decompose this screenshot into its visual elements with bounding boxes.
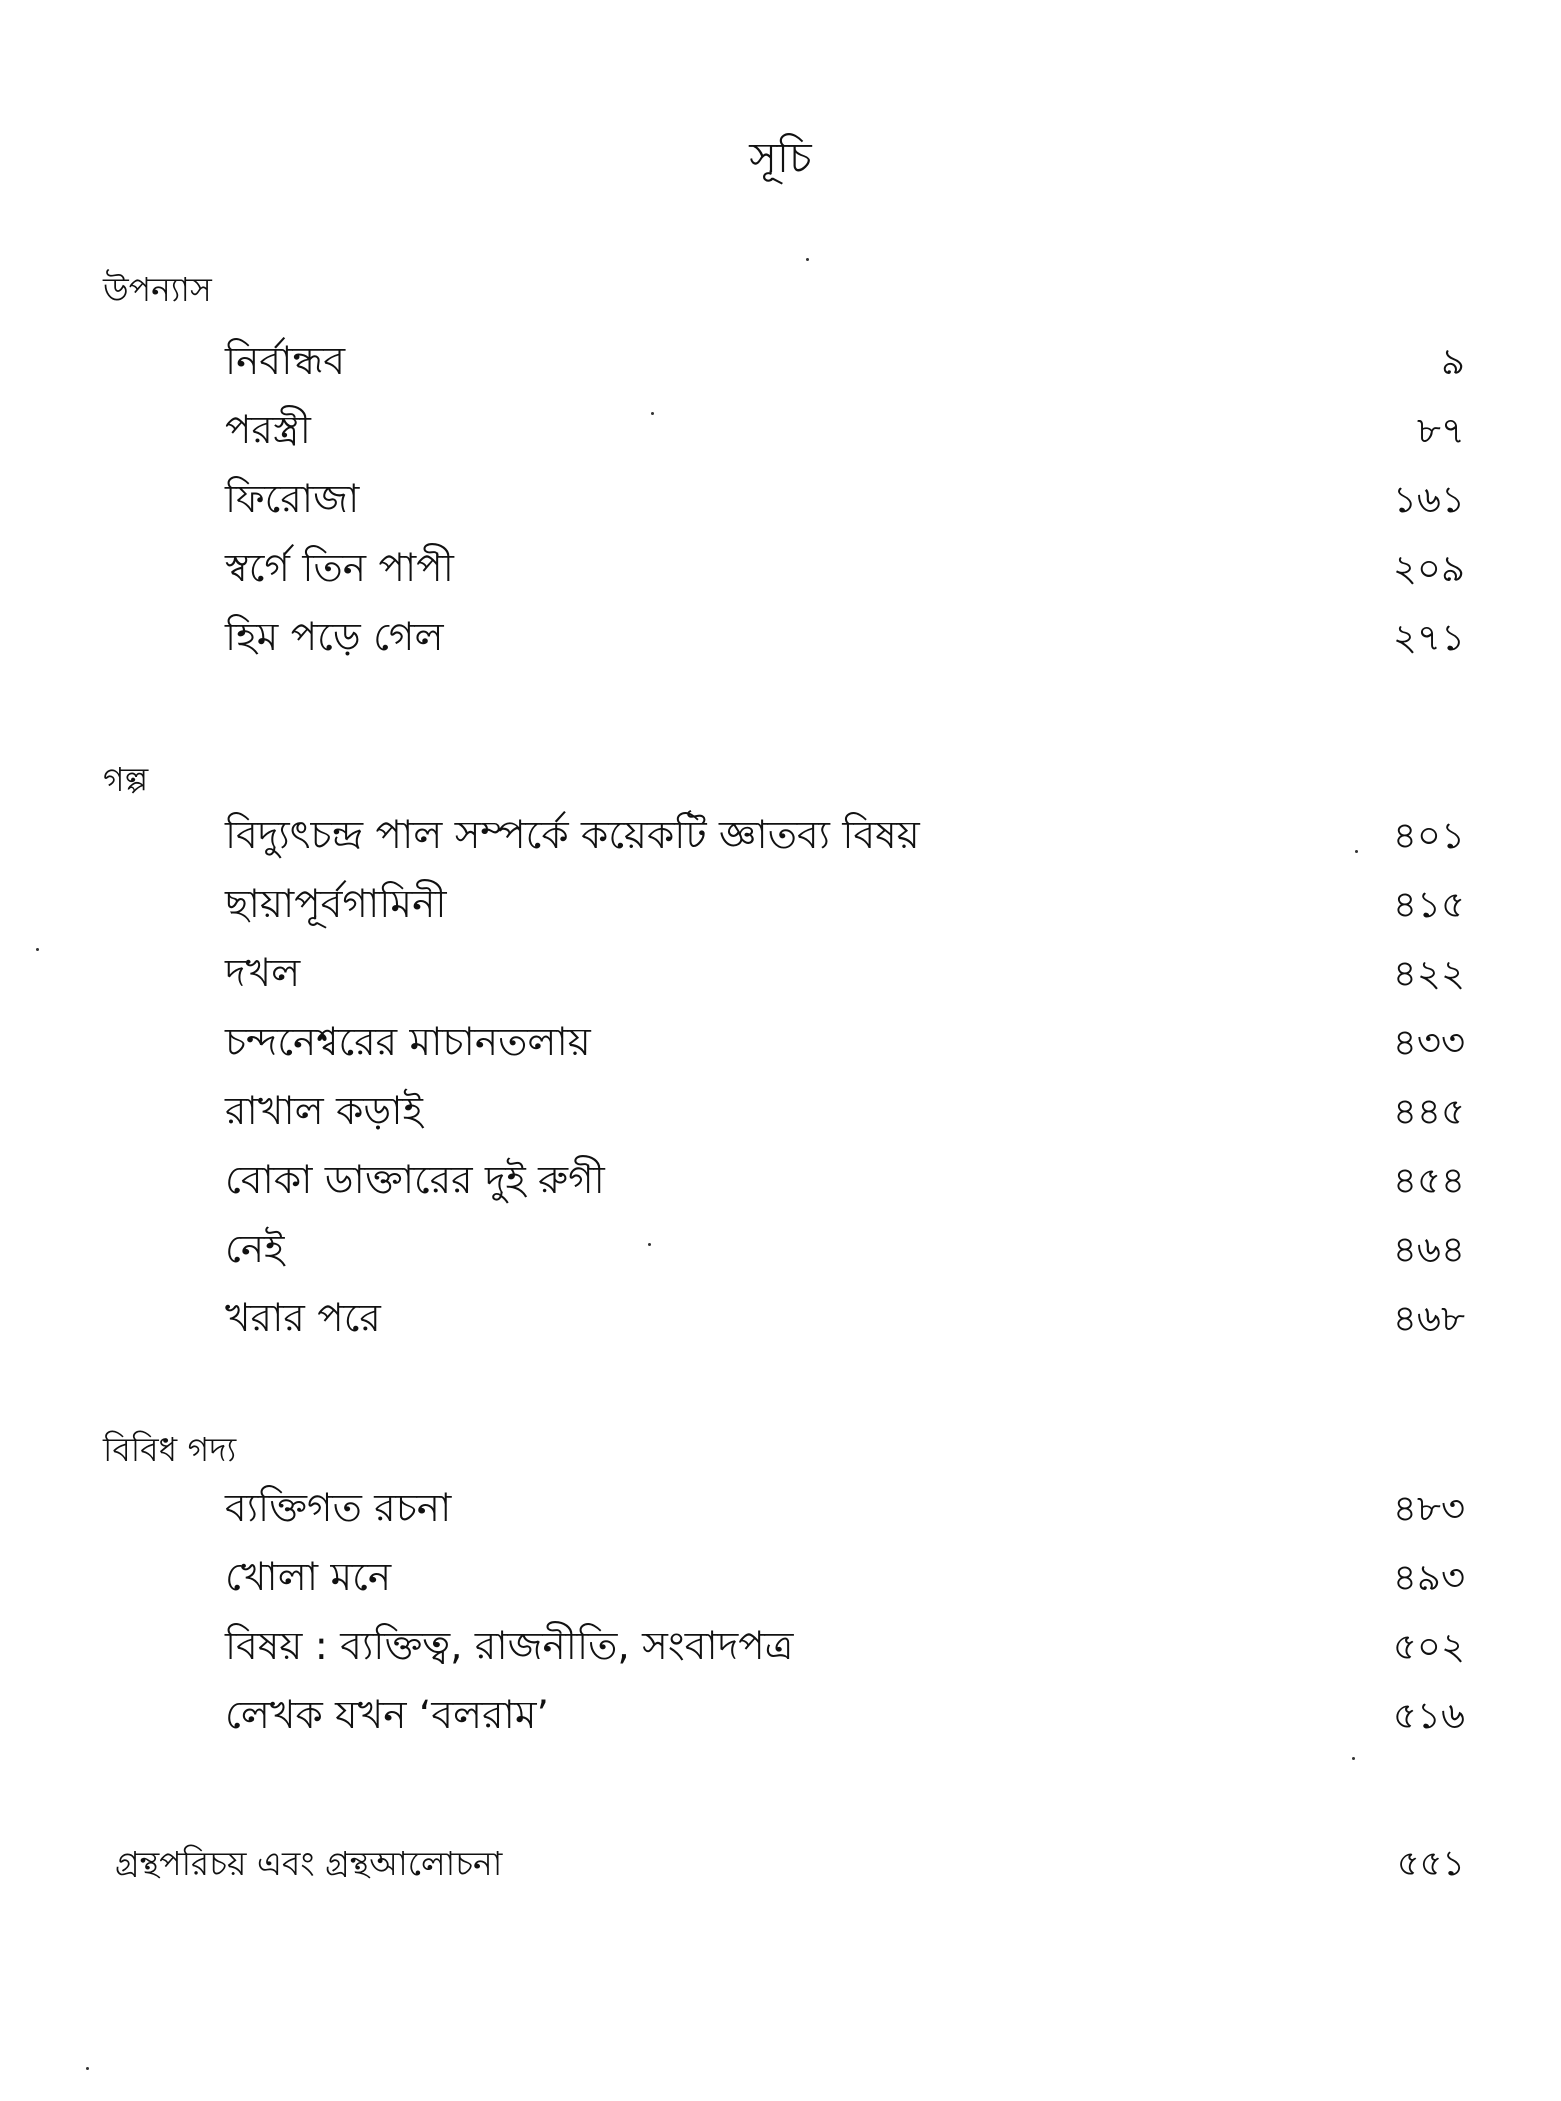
entry-page-number: ৫৫১ [1396,1844,1465,1884]
entry-page-number: ৪১৫ [1392,883,1465,926]
section-heading-novels: উপন্যাস [103,270,212,309]
entry-page-number: ৪৮৩ [1392,1487,1465,1530]
entry-title: বিদ্যুৎচন্দ্র পাল সম্পর্কে কয়েকটি জ্ঞাতব্য বিষয় [225,813,920,858]
scan-speck [36,948,39,951]
entry-title: খোলা মনে [225,1555,392,1600]
scan-speck [651,412,654,415]
toc-entry[interactable] [0,1688,1561,1744]
entry-page-number: ৮৭ [1416,409,1465,452]
toc-entry[interactable] [0,946,1561,1002]
toc-entry[interactable] [0,877,1561,933]
scan-speck [806,258,809,261]
entry-title: চন্দনেশ্বরের মাচানতলায় [225,1020,591,1065]
entry-title: খরার পরে [225,1296,381,1341]
entry-title: ছায়াপূর্বগামিনী [225,882,447,927]
entry-page-number: ৪৪৫ [1392,1090,1465,1133]
scan-speck [86,2067,89,2070]
toc-entry[interactable] [0,1291,1561,1347]
entry-page-number: ২৭১ [1392,616,1465,659]
entry-title: বিষয় : ব্যক্তিত্ব, রাজনীতি, সংবাদপত্র [225,1624,794,1669]
entry-page-number: ৪২২ [1392,952,1465,995]
entry-page-number: ৫০২ [1392,1625,1465,1668]
toc-entry[interactable] [0,472,1561,528]
entry-page-number: ৫১৬ [1392,1694,1465,1737]
scan-speck [1355,850,1358,853]
scan-speck [1352,1757,1355,1760]
entry-page-number: ৪০১ [1392,814,1465,857]
entry-title: রাখাল কড়াই [225,1089,423,1134]
entry-page-number: ৪৩৩ [1392,1021,1465,1064]
toc-entry-appendix[interactable] [0,1836,1561,1892]
toc-entry[interactable] [0,1084,1561,1140]
entry-title: স্বর্গে তিন পাপী [225,546,454,591]
section-heading-stories: গল্প [103,760,149,799]
toc-entry[interactable] [0,403,1561,459]
entry-title: দখল [225,951,301,996]
entry-page-number: ১৬১ [1392,478,1465,521]
toc-entry[interactable] [0,1153,1561,1209]
toc-entry[interactable] [0,808,1561,864]
entry-title: গ্রন্থপরিচয় এবং গ্রন্থআলোচনা [115,1844,503,1883]
toc-entry[interactable] [0,541,1561,597]
page-title: সূচি [749,133,812,182]
entry-title: পরস্ত্রী [225,408,311,453]
scan-speck [648,1243,651,1246]
entry-title: নেই [225,1227,285,1272]
entry-page-number: ৯ [1440,340,1465,383]
entry-title: ফিরোজা [225,477,360,522]
toc-entry[interactable] [0,334,1561,390]
toc-entry[interactable] [0,1550,1561,1606]
entry-page-number: ৪৬৮ [1392,1297,1465,1340]
toc-entry[interactable] [0,1015,1561,1071]
section-heading-misc-prose: বিবিধ গদ্য [103,1430,237,1469]
toc-entry[interactable] [0,1222,1561,1278]
entry-title: হিম পড়ে গেল [225,615,444,660]
entry-page-number: ৪৬৪ [1392,1228,1465,1271]
entry-title: ব্যক্তিগত রচনা [225,1486,452,1531]
entry-page-number: ২০৯ [1392,547,1465,590]
entry-title: নির্বান্ধব [225,339,346,384]
entry-page-number: ৪৫৪ [1392,1159,1465,1202]
toc-entry[interactable] [0,1481,1561,1537]
entry-page-number: ৪৯৩ [1392,1556,1465,1599]
toc-entry[interactable] [0,1619,1561,1675]
entry-title: লেখক যখন ‘বলরাম’ [225,1693,549,1738]
toc-entry[interactable] [0,610,1561,666]
entry-title: বোকা ডাক্তারের দুই রুগী [225,1158,605,1203]
